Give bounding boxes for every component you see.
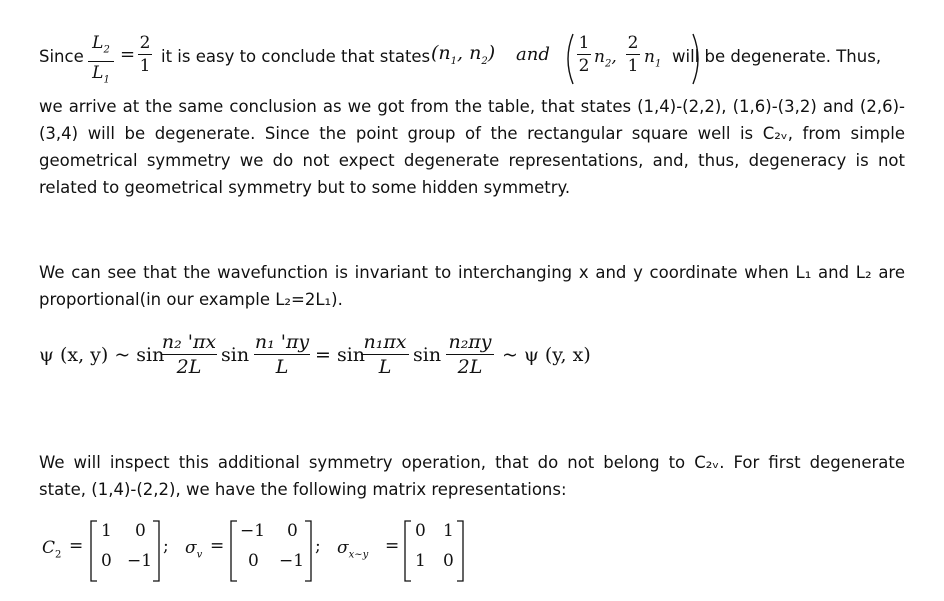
matrix-row bbox=[39, 518, 499, 582]
term1-fraction: n₂ 'πx 2L bbox=[161, 331, 217, 378]
since-word: Since bbox=[39, 47, 84, 66]
two-over-one-b: 2 1 bbox=[627, 33, 639, 76]
c2-r1c1: 1 bbox=[101, 521, 112, 541]
sxy-matrix-brackets bbox=[403, 520, 465, 582]
c2-r1c2: 0 bbox=[135, 521, 146, 541]
end-text: will be degenerate. Thus, bbox=[672, 47, 882, 66]
para1-line3: (3,4) will be degenerate. Since the point group of the rectangular square well is C₂ᵥ, from simple bbox=[39, 124, 905, 143]
sxy-r2c2: 0 bbox=[443, 551, 454, 571]
term4-fraction: n₂πy 2L bbox=[446, 330, 494, 379]
para1-line4: geometrical symmetry we do not expect degenerate representations, and, thus, degeneracy is not bbox=[39, 151, 905, 170]
c2-semicolon: ; bbox=[163, 536, 169, 556]
sv-r2c1: 0 bbox=[248, 551, 259, 571]
sv-r1c2: 0 bbox=[287, 521, 298, 541]
term3-fraction: n₁πx L bbox=[361, 330, 409, 379]
para2-line2: proportional(in our example L₂=2L₁). bbox=[39, 290, 343, 309]
sv-label: $\sigma_v$ bbox=[185, 538, 203, 561]
para1-line2: we arrive at the same conclusion as we got from the table, that states (1,4)-(2,2), (1,6)-(3,2) and (2,6)- bbox=[39, 97, 905, 116]
states-n1-n2: ($n_1$, $n_2$) bbox=[431, 42, 496, 67]
c2-r2c1: 0 bbox=[101, 551, 112, 571]
para1-first-line bbox=[39, 30, 919, 90]
equals-sin: = sin bbox=[315, 344, 366, 366]
sv-semicolon: ; bbox=[315, 536, 321, 556]
equals-sign: = bbox=[120, 44, 136, 65]
sv-equals: = bbox=[210, 536, 225, 556]
mid-text: it is easy to conclude that states bbox=[161, 47, 431, 66]
sin-4: sin bbox=[413, 344, 442, 366]
psi-yx: ~ ψ (y, x) bbox=[502, 344, 591, 366]
half-fraction: 1 2 bbox=[578, 33, 590, 76]
sv-r1c1: −1 bbox=[240, 521, 266, 541]
sxy-r1c1: 0 bbox=[415, 521, 426, 541]
sxy-equals: = bbox=[385, 536, 400, 556]
sxy-label: $\sigma_{x\sim y}$ bbox=[337, 538, 369, 561]
two-over-one: 2 1 bbox=[139, 33, 151, 76]
term2-fraction: n₁ 'πy L bbox=[254, 331, 310, 378]
sxy-r1c2: 1 bbox=[443, 521, 454, 541]
para1-line5: related to geometrical symmetry but to some hidden symmetry. bbox=[39, 178, 571, 197]
para2-line1: We can see that the wavefunction is invariant to interchanging x and y coordinate when L₁ and L₂ are bbox=[39, 263, 905, 282]
c2-r2c2: −1 bbox=[127, 551, 153, 571]
wavefunction-equation bbox=[39, 328, 599, 388]
sv-r2c2: −1 bbox=[279, 551, 305, 571]
para3-line1: We will inspect this additional symmetry operation, that do not belong to C₂ᵥ. For first degenerate bbox=[39, 453, 905, 472]
sxy-r2c1: 1 bbox=[415, 551, 426, 571]
psi-xy: ψ (x, y) ~ sin bbox=[39, 344, 165, 366]
n2-term: $n_2$, bbox=[594, 47, 617, 70]
c2-label: $C_2$ bbox=[42, 538, 62, 561]
c2-equals: = bbox=[69, 536, 84, 556]
n1-term: $n_1$ bbox=[644, 47, 662, 70]
and-word: and bbox=[516, 44, 550, 65]
para3-line2: state, (1,4)-(2,2), we have the following matrix representations: bbox=[39, 480, 567, 499]
sin-2: sin bbox=[221, 344, 250, 366]
ratio-fraction: $L_2$ $L_1$ bbox=[88, 32, 114, 92]
